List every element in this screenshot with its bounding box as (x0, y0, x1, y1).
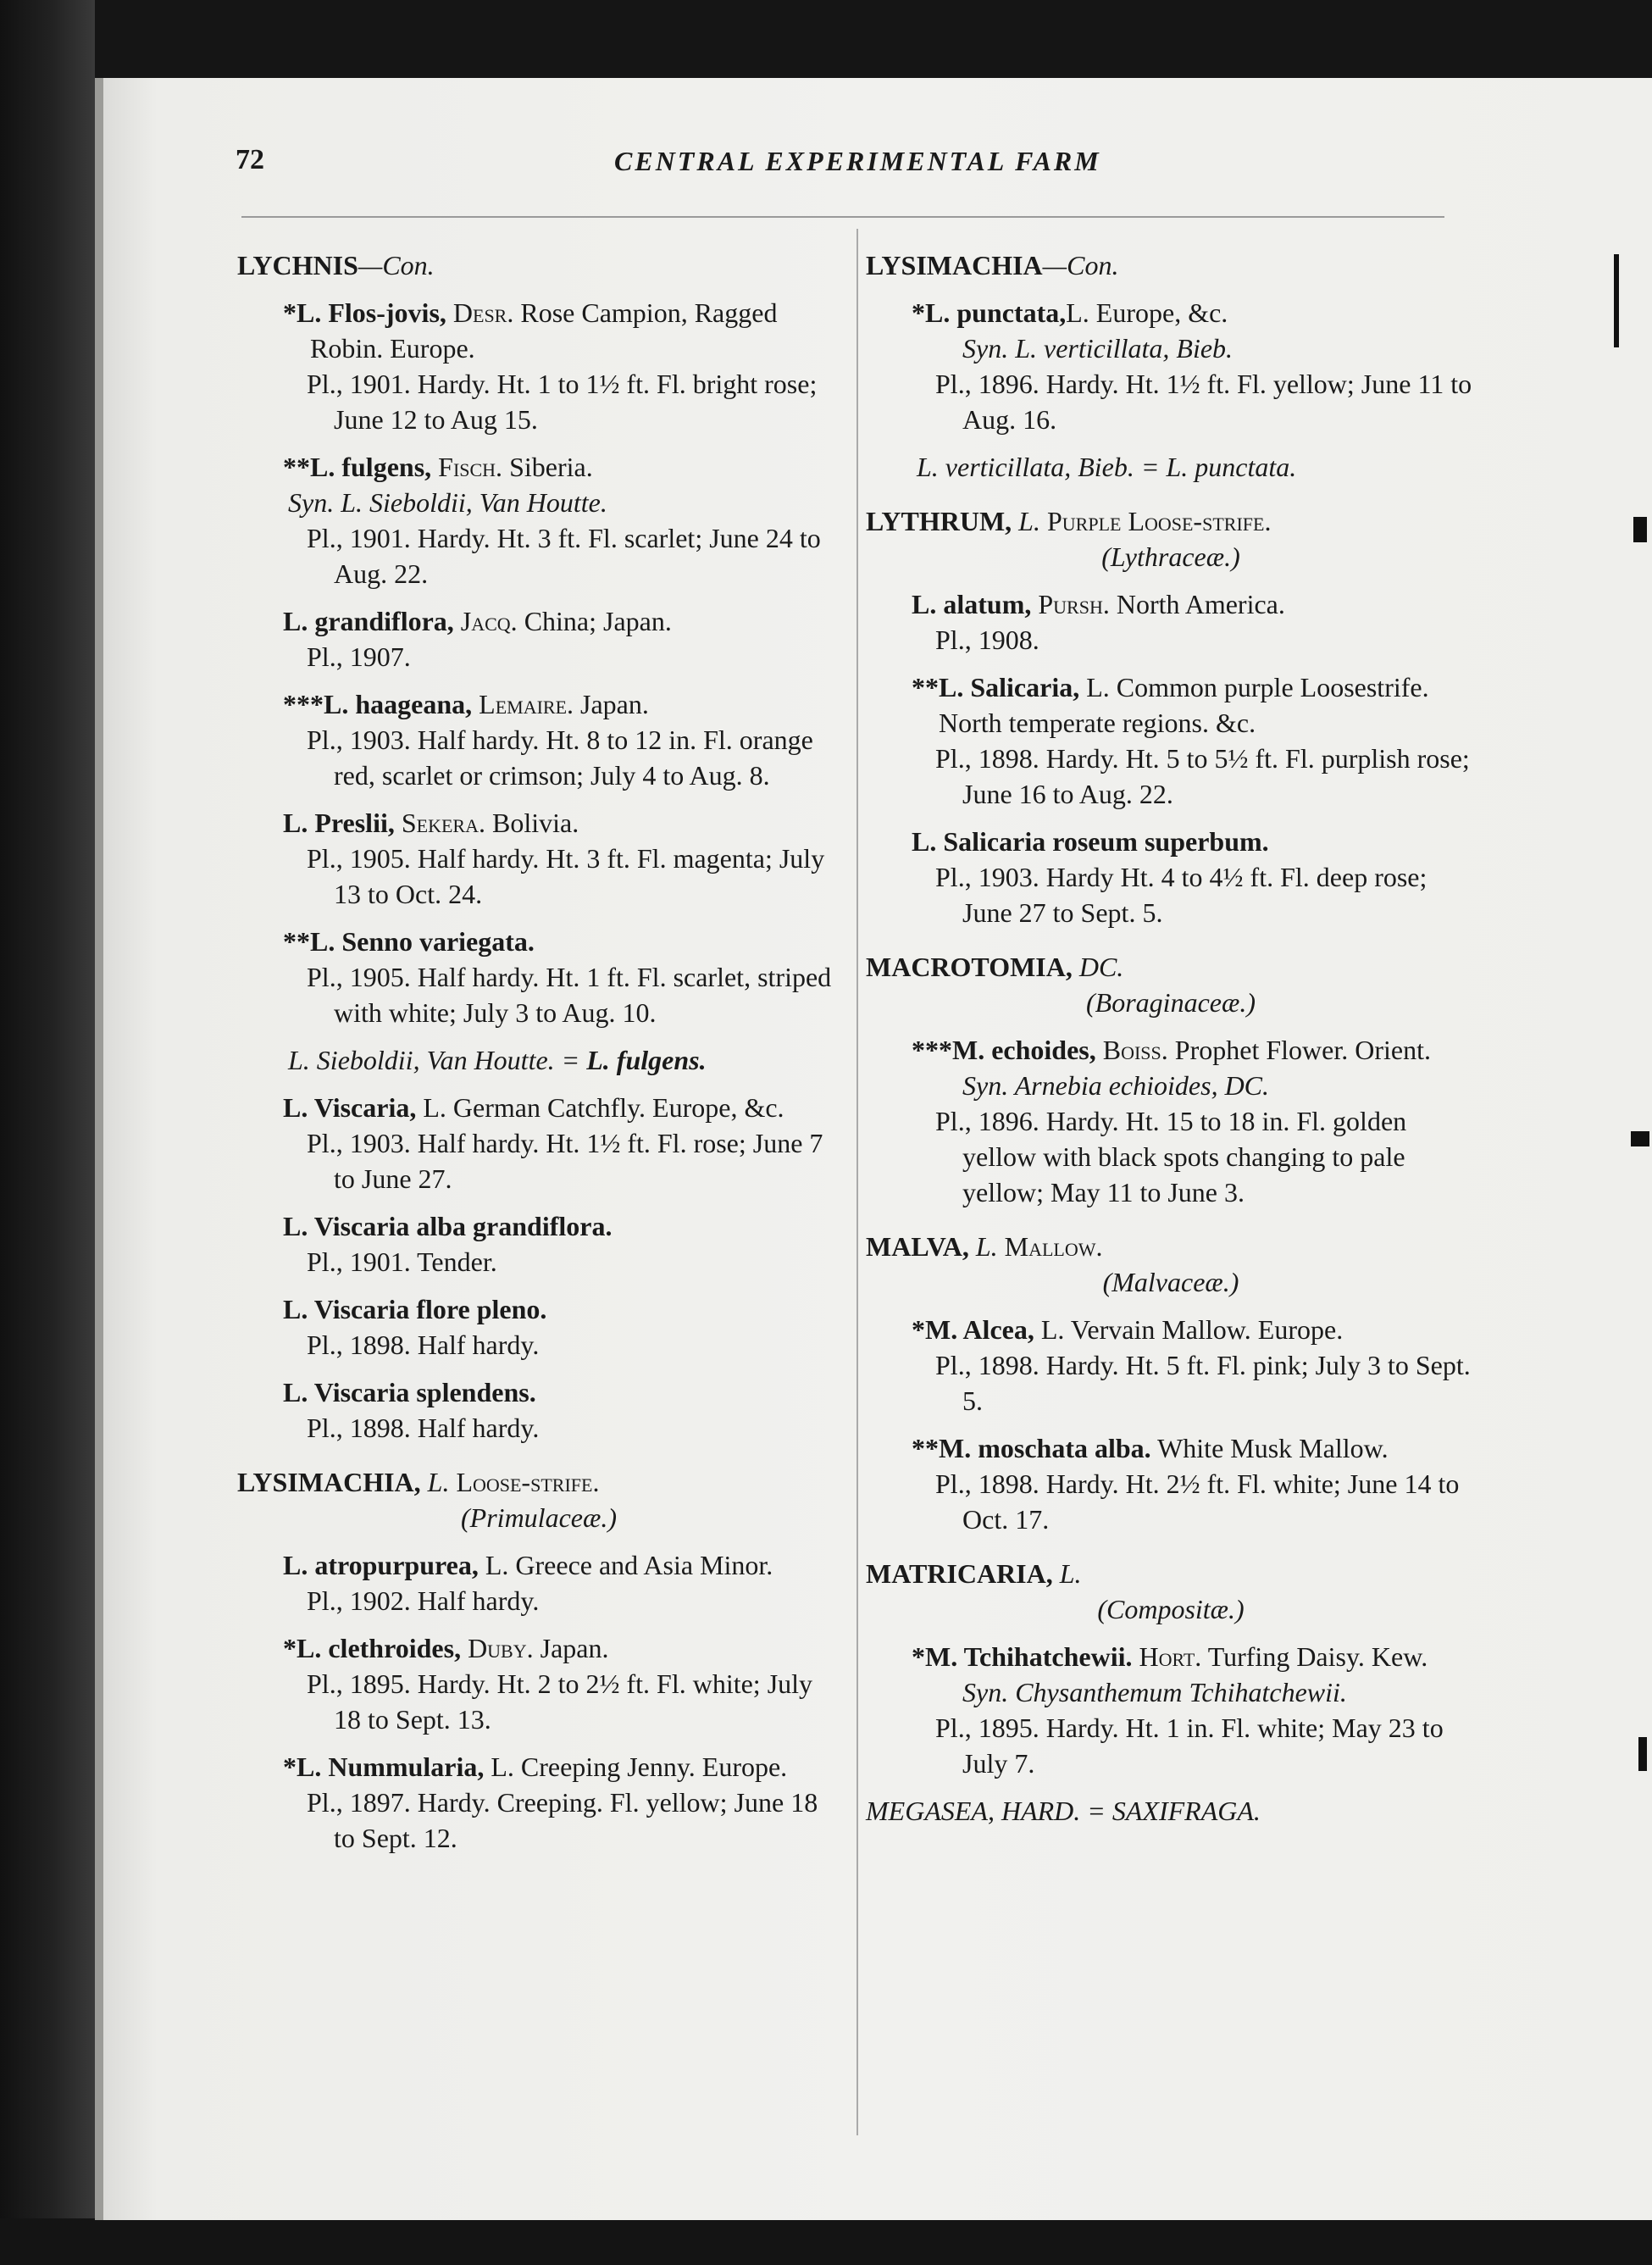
species-name: L. Viscaria splendens. (283, 1377, 536, 1407)
species-entry (237, 295, 840, 366)
species-entry (866, 295, 1476, 330)
scan-border-left (0, 0, 95, 2265)
species-detail: Pl., 1907. (307, 641, 411, 672)
species-entry (866, 1430, 1476, 1466)
species-author: L. (491, 1751, 514, 1782)
species-name: L. Salicaria, (939, 672, 1080, 702)
species-entry (237, 1547, 840, 1583)
species-entry (866, 1032, 1476, 1068)
species-detail: Pl., 1896. Hardy. Ht. 1½ ft. Fl. yellow; June 11 to Aug. 16. (935, 369, 1472, 435)
family-name: (Boraginaceæ.) (1086, 987, 1256, 1018)
species-synonym: Syn. Chysanthemum Tchihatchewii. (962, 1677, 1347, 1707)
species-author: Desr. (452, 297, 514, 328)
star-rating: * (283, 1633, 297, 1663)
cross-reference-text: MEGASEA, HARD. = (866, 1796, 1106, 1826)
species-entry (237, 603, 840, 639)
species-detail: Pl., 1898. Half hardy. (307, 1413, 540, 1443)
left-column (237, 247, 840, 1856)
species-author: L. (485, 1550, 509, 1580)
species-author: Sekera. (401, 808, 485, 838)
genus-name: LYSIMACHIA, (237, 1467, 421, 1497)
genus-common-name: Mallow. (1004, 1231, 1103, 1262)
header-rule (241, 216, 1444, 218)
family-name: (Lythraceæ.) (1101, 541, 1240, 572)
family-name: (Primulaceæ.) (461, 1502, 617, 1533)
species-author: L. (1066, 297, 1089, 328)
species-name: L. grandiflora, (283, 606, 454, 636)
genus-author: L. (427, 1467, 450, 1497)
star-rating: * (283, 1751, 297, 1782)
species-detail: Pl., 1905. Half hardy. Ht. 3 ft. Fl. magenta; July 13 to Oct. 24. (307, 843, 825, 909)
species-entry (237, 1090, 840, 1125)
star-rating: ** (912, 672, 939, 702)
species-name: L. Viscaria alba grandiflora. (283, 1211, 613, 1241)
genus-common-name: Loose-strife. (456, 1467, 600, 1497)
scan-speck-icon (1614, 254, 1619, 347)
species-author: L. (1086, 672, 1110, 702)
species-author: L. (1040, 1314, 1065, 1345)
genus-author: L. (975, 1231, 998, 1262)
species-description: Japan. (540, 1633, 609, 1663)
species-name: L. Senno variegata. (310, 926, 535, 957)
continued-note: —Con. (358, 250, 435, 280)
species-detail: Pl., 1902. Half hardy. (307, 1585, 540, 1616)
star-rating: ** (912, 1433, 939, 1463)
species-description: Europe, &c. (1095, 297, 1228, 328)
species-entry (866, 586, 1476, 622)
column-rule (856, 229, 858, 2135)
species-entry (866, 1312, 1476, 1347)
species-name: M. echoides, (952, 1035, 1096, 1065)
species-name: M. Tchihatchewii. (925, 1641, 1133, 1672)
genus-heading (866, 247, 1476, 283)
species-description: Rose Campion, Ragged Robin. Europe. (310, 297, 778, 364)
species-description: Greece and Asia Minor. (515, 1550, 773, 1580)
species-detail: Pl., 1898. Half hardy. (307, 1330, 540, 1360)
species-description: Creeping Jenny. Europe. (520, 1751, 788, 1782)
species-author: Pursh. (1038, 589, 1110, 619)
scan-speck-icon (1633, 517, 1647, 542)
species-description: Prophet Flower. Orient. (1174, 1035, 1431, 1065)
scan-border-bottom (0, 2218, 1652, 2265)
species-entry (237, 1749, 840, 1785)
cross-reference-target: L. fulgens. (586, 1045, 707, 1075)
species-author: Fisch. (438, 452, 503, 482)
star-rating: ** (283, 926, 310, 957)
species-description: Siberia. (509, 452, 593, 482)
species-detail: Pl., 1903. Half hardy. Ht. 8 to 12 in. Fl. orange red, scarlet or crimson; July 4 to Aug. 8. (307, 724, 813, 791)
species-name: M. Alcea, (925, 1314, 1034, 1345)
species-entry (866, 1639, 1476, 1674)
species-name: L. Nummularia, (297, 1751, 485, 1782)
species-description: Turfing Daisy. Kew. (1207, 1641, 1428, 1672)
running-title: CENTRAL EXPERIMENTAL FARM (614, 146, 1101, 176)
species-author: Duby. (468, 1633, 534, 1663)
species-name: L. Viscaria flore pleno. (283, 1294, 547, 1324)
species-description: North America. (1116, 589, 1285, 619)
star-rating: * (912, 297, 925, 328)
continued-note: —Con. (1042, 250, 1119, 280)
species-synonym: Syn. L. verticillata, Bieb. (962, 333, 1233, 364)
scan-border-top (0, 0, 1652, 80)
species-detail: Pl., 1898. Hardy. Ht. 5 ft. Fl. pink; July 3 to Sept. 5. (935, 1350, 1471, 1416)
species-author: L. (423, 1092, 446, 1123)
family-name: (Compositæ.) (1097, 1594, 1245, 1624)
genus-heading (866, 949, 1476, 985)
star-rating: * (912, 1314, 925, 1345)
genus-heading (866, 1556, 1476, 1591)
species-detail: Pl., 1905. Half hardy. Ht. 1 ft. Fl. scarlet, striped with white; July 3 to Aug. 10. (307, 962, 832, 1028)
species-detail: Pl., 1901. Hardy. Ht. 3 ft. Fl. scarlet; June 24 to Aug. 22. (307, 523, 821, 589)
species-entry (237, 924, 840, 959)
genus-author: L. (1059, 1558, 1082, 1589)
genus-heading (237, 1464, 840, 1500)
species-name: M. moschata alba. (939, 1433, 1151, 1463)
species-name: L. fulgens, (310, 452, 432, 482)
species-detail: Pl., 1895. Hardy. Ht. 1 in. Fl. white; May 23 to July 7. (935, 1713, 1444, 1779)
genus-author: L. (1018, 506, 1040, 536)
genus-name: LYCHNIS (237, 250, 358, 280)
star-rating: * (283, 297, 297, 328)
species-synonym: Syn. L. Sieboldii, Van Houtte. (288, 487, 607, 518)
star-rating: *** (912, 1035, 952, 1065)
species-author: Hort. (1139, 1641, 1202, 1672)
species-detail: Pl., 1896. Hardy. Ht. 15 to 18 in. Fl. golden yellow with black spots changing to pale yellow; May 11 to June 3. (935, 1106, 1407, 1207)
page-number: 72 (236, 144, 264, 175)
species-name: L. Preslii, (283, 808, 395, 838)
species-author: Boiss. (1102, 1035, 1168, 1065)
species-description: Common purple Loosestrife. North temperate regions. &c. (939, 672, 1429, 738)
cross-reference-target: SAXIFRAGA. (1111, 1796, 1261, 1826)
species-name: L. Viscaria, (283, 1092, 417, 1123)
species-synonym: Syn. Arnebia echioides, DC. (962, 1070, 1270, 1101)
page-gutter-shadow (95, 78, 103, 2220)
species-name: L. alatum, (912, 589, 1032, 619)
species-name: L. Salicaria roseum superbum. (912, 826, 1269, 857)
right-column (866, 247, 1476, 1829)
genus-name: MACROTOMIA, (866, 952, 1073, 982)
species-entry (237, 805, 840, 841)
species-name: L. haageana, (324, 689, 473, 719)
species-entry (237, 1374, 840, 1410)
species-entry (866, 824, 1476, 859)
species-detail: Pl., 1898. Hardy. Ht. 2½ ft. Fl. white; June 14 to Oct. 17. (935, 1468, 1460, 1535)
species-detail: Pl., 1903. Hardy Ht. 4 to 4½ ft. Fl. deep rose; June 27 to Sept. 5. (935, 862, 1427, 928)
species-description: Bolivia. (491, 808, 579, 838)
species-entry (237, 449, 840, 485)
scan-speck-icon (1631, 1131, 1649, 1146)
species-detail: Pl., 1901. Hardy. Ht. 1 to 1½ ft. Fl. bright rose; June 12 to Aug 15. (307, 369, 818, 435)
species-detail: Pl., 1897. Hardy. Creeping. Fl. yellow; June 18 to Sept. 12. (307, 1787, 818, 1853)
species-entry (237, 1630, 840, 1666)
cross-reference (866, 449, 1476, 485)
species-detail: Pl., 1901. Tender. (307, 1246, 497, 1277)
species-name: L. Flos-jovis, (297, 297, 446, 328)
species-description: Vervain Mallow. Europe. (1070, 1314, 1344, 1345)
species-name: L. punctata, (925, 297, 1067, 328)
genus-name: MALVA, (866, 1231, 969, 1262)
star-rating: ** (283, 452, 310, 482)
species-entry (237, 686, 840, 722)
cross-reference-target: L. punctata. (1166, 452, 1297, 482)
cross-reference (866, 1793, 1476, 1829)
cross-reference-text: L. verticillata, Bieb. = (917, 452, 1160, 482)
species-detail: Pl., 1908. (935, 625, 1039, 655)
species-name: L. clethroides, (297, 1633, 462, 1663)
species-name: L. atropurpurea, (283, 1550, 479, 1580)
species-entry (866, 669, 1476, 741)
genus-heading (866, 503, 1476, 539)
species-description: China; Japan. (524, 606, 672, 636)
species-description: Japan. (580, 689, 649, 719)
genus-name: LYTHRUM, (866, 506, 1012, 536)
species-entry (237, 1208, 840, 1244)
species-description: White Musk Mallow. (1157, 1433, 1389, 1463)
family-name: (Malvaceæ.) (1102, 1267, 1239, 1297)
species-description: German Catchfly. Europe, &c. (452, 1092, 784, 1123)
genus-name: LYSIMACHIA (866, 250, 1043, 280)
species-detail: Pl., 1895. Hardy. Ht. 2 to 2½ ft. Fl. white; July 18 to Sept. 13. (307, 1668, 813, 1735)
star-rating: * (912, 1641, 925, 1672)
genus-name: MATRICARIA, (866, 1558, 1053, 1589)
genus-heading (866, 1229, 1476, 1264)
species-author: Jacq. (460, 606, 518, 636)
star-rating: *** (283, 689, 324, 719)
species-detail: Pl., 1903. Half hardy. Ht. 1½ ft. Fl. rose; June 7 to June 27. (307, 1128, 823, 1194)
species-author: Lemaire. (479, 689, 574, 719)
species-entry (237, 1291, 840, 1327)
cross-reference-text: L. Sieboldii, Van Houtte. = (288, 1045, 580, 1075)
cross-reference (237, 1042, 840, 1078)
species-detail: Pl., 1898. Hardy. Ht. 5 to 5½ ft. Fl. purplish rose; June 16 to Aug. 22. (935, 743, 1470, 809)
genus-author: DC. (1078, 952, 1124, 982)
genus-heading (237, 247, 840, 283)
scan-speck-icon (1638, 1737, 1647, 1771)
genus-common-name: Purple Loose-strife. (1046, 506, 1272, 536)
